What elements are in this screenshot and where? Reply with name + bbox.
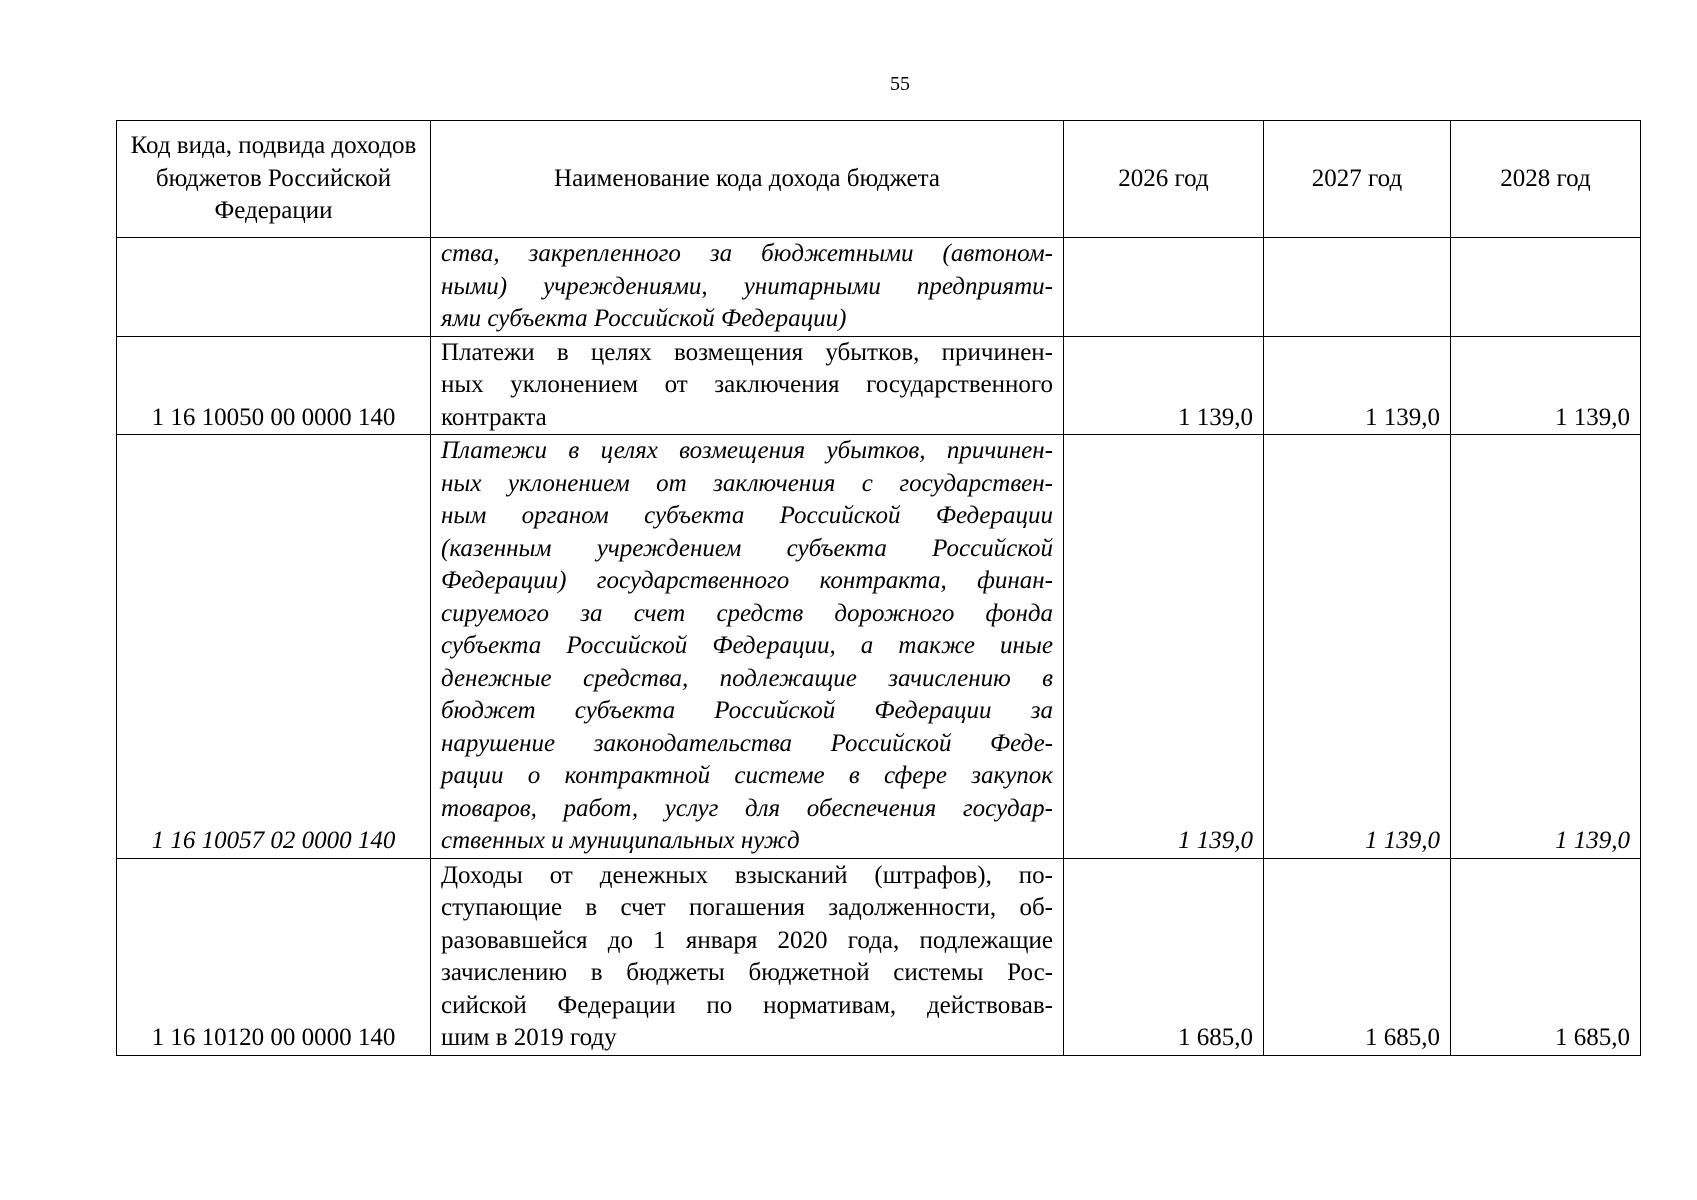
name-line: ступающие в счет погашения задолженности, об-: [441, 894, 1053, 921]
table-header-row: [117, 121, 1641, 238]
row-value-2027: 1 139,0: [1264, 336, 1451, 435]
row-value-2027: 1 685,0: [1264, 858, 1451, 1055]
row-name: [431, 238, 1064, 337]
budget-revenue-table: [116, 120, 1641, 1056]
row-code: [117, 238, 431, 337]
name-line: рации о контрактной системе в сфере закупок: [441, 762, 1053, 789]
row-value-2028: 1 139,0: [1451, 336, 1641, 435]
name-line: ями субъекта Российской Федерации): [441, 305, 847, 332]
name-line: нарушение законодательства Российской Феде-: [441, 729, 1053, 757]
name-line: субъекта Российской Федерации, а также иные: [441, 632, 1053, 659]
name-line: сийской Федерации по нормативам, действовав-: [441, 991, 1053, 1019]
header-2028: 2028 год: [1451, 121, 1641, 238]
name-line: разовавшейся до 1 января 2020 года, подлежащие: [441, 926, 1053, 954]
name-line: ных уклонением от заключения государственного: [441, 371, 1053, 398]
name-line: ными) учреждениями, унитарными предприяти-: [441, 272, 1053, 300]
row-code: 1 16 10050 00 0000 140: [117, 336, 431, 435]
header-name: Наименование кода дохода бюджета: [431, 121, 1064, 238]
name-line: ства, закрепленного за бюджетными (автоном-: [441, 240, 1053, 267]
name-line: Платежи в целях возмещения убытков, причинен-: [441, 437, 1053, 464]
row-value-2026: [1064, 238, 1264, 337]
row-value-2026: 1 685,0: [1064, 858, 1264, 1055]
table-row: [117, 435, 1641, 859]
name-line: сируемого за счет средств дорожного фонда: [441, 599, 1053, 627]
name-line: (казенным учреждением субъекта Российской: [441, 534, 1053, 562]
page-number: 55: [890, 73, 910, 95]
name-line: зачислению в бюджеты бюджетной системы Рос-: [441, 959, 1053, 986]
row-value-2027: [1264, 238, 1451, 337]
row-name: [431, 435, 1064, 859]
name-line: Доходы от денежных взысканий (штрафов), по-: [441, 861, 1053, 889]
name-line: шим в 2019 году: [441, 1024, 617, 1051]
name-line: Федерации) государственного контракта, финан-: [441, 567, 1053, 594]
row-value-2028: 1 685,0: [1451, 858, 1641, 1055]
row-value-2026: 1 139,0: [1064, 336, 1264, 435]
table-row: [117, 336, 1641, 435]
row-name: [431, 858, 1064, 1055]
row-value-2027: 1 139,0: [1264, 435, 1451, 859]
row-value-2026: 1 139,0: [1064, 435, 1264, 859]
name-line: денежные средства, подлежащие зачислению в: [441, 664, 1053, 692]
row-code: 1 16 10120 00 0000 140: [117, 858, 431, 1055]
row-value-2028: [1451, 238, 1641, 337]
table-row: [117, 858, 1641, 1055]
name-line: ным органом субъекта Российской Федерации: [441, 502, 1053, 529]
header-code: Код вида, подвида доходов бюджетов Российской Федерации: [117, 121, 431, 238]
name-line: товаров, работ, услуг для обеспечения государ-: [441, 794, 1053, 822]
row-name: [431, 336, 1064, 435]
row-value-2028: 1 139,0: [1451, 435, 1641, 859]
name-line: Платежи в целях возмещения убытков, причинен-: [441, 338, 1053, 366]
name-line: контракта: [441, 403, 547, 431]
name-line: ных уклонением от заключения с государствен-: [441, 469, 1053, 497]
header-2026: 2026 год: [1064, 121, 1264, 238]
name-line: ственных и муниципальных нужд: [441, 827, 800, 854]
table-row: [117, 238, 1641, 337]
header-2027: 2027 год: [1264, 121, 1451, 238]
name-line: бюджет субъекта Российской Федерации за: [441, 697, 1053, 724]
row-code: 1 16 10057 02 0000 140: [117, 435, 431, 859]
